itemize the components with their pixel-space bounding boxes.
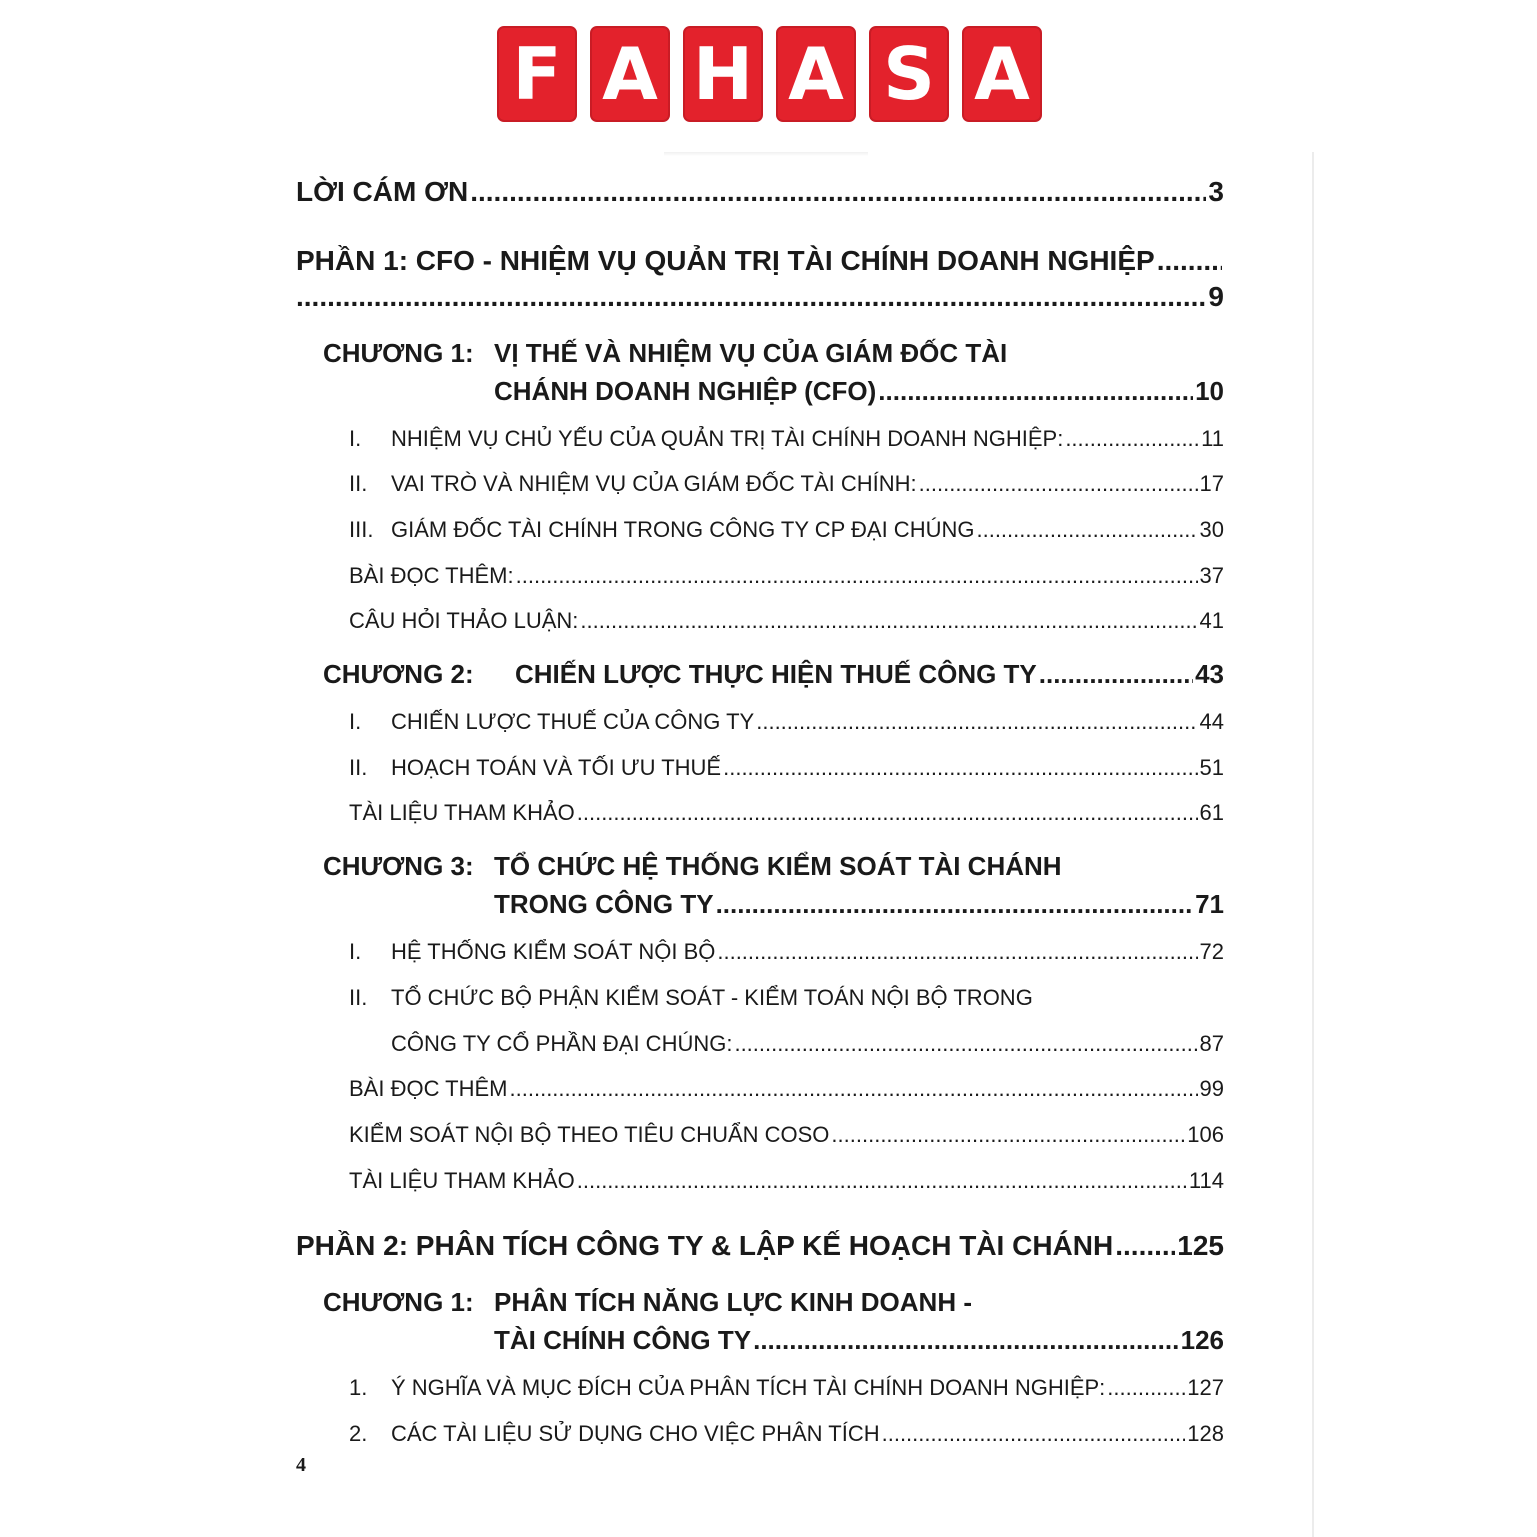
toc-entry-extra[interactable]: CÂU HỎI THẢO LUẬN: ..... 41 — [349, 608, 1224, 634]
dot-leader — [716, 889, 1194, 920]
section-number: II. — [349, 471, 368, 496]
section-number: I. — [349, 939, 362, 964]
logo-tile: F — [497, 26, 577, 122]
section-title-line[interactable]: TỔ CHỨC BỘ PHẬN KIỂM SOÁT - KIỂM TOÁN NỘI BỘ TRONG — [391, 985, 1033, 1010]
dot-leader — [516, 563, 1198, 589]
toc-entry-part-1-continuation: ..... 9 — [296, 281, 1224, 313]
dot-leader — [756, 709, 1197, 735]
page-number: 4 — [296, 1454, 306, 1476]
toc-entry-extra[interactable]: BÀI ĐỌC THÊM: ..... 37 — [349, 563, 1224, 589]
section-number: 1. — [349, 1375, 368, 1400]
toc-entry-section[interactable]: HOẠCH TOÁN VÀ TỐI ƯU THUẾ ..... 51 — [391, 755, 1224, 781]
toc-entry-chapter[interactable]: TRONG CÔNG TY ..... 71 — [494, 889, 1224, 920]
section-number: III. — [349, 517, 374, 542]
toc-entry-part-2[interactable]: PHẦN 2: PHÂN TÍCH CÔNG TY & LẬP KẾ HOẠCH TÀI CHÁNH ..... 125 — [296, 1230, 1224, 1262]
toc-entry-section[interactable]: CÁC TÀI LIỆU SỬ DỤNG CHO VIỆC PHÂN TÍCH ..... 128 — [391, 1421, 1224, 1447]
dot-leader — [723, 755, 1197, 781]
toc-entry-chapter[interactable]: TÀI CHÍNH CÔNG TY ..... 126 — [494, 1325, 1224, 1356]
chapter-prefix: CHƯƠNG 1: — [323, 1287, 474, 1317]
chapter-title-line[interactable]: PHÂN TÍCH NĂNG LỰC KINH DOANH - — [494, 1287, 972, 1317]
chapter-prefix: CHƯƠNG 1: — [323, 338, 474, 368]
section-number: II. — [349, 755, 368, 780]
dot-leader — [831, 1122, 1185, 1148]
dot-leader — [919, 471, 1198, 497]
dot-leader — [580, 608, 1197, 634]
logo-tile: A — [776, 26, 856, 122]
dot-leader — [1115, 1230, 1175, 1262]
dot-leader — [1107, 1375, 1185, 1401]
section-number: I. — [349, 709, 362, 734]
toc-entry-chapter[interactable]: CHIẾN LƯỢC THỰC HIỆN THUẾ CÔNG TY ..... 43 — [515, 659, 1224, 690]
toc-entry-section[interactable]: NHIỆM VỤ CHỦ YẾU CỦA QUẢN TRỊ TÀI CHÍNH DOANH NGHIỆP: ..... 11 — [391, 426, 1224, 452]
dot-leader — [878, 376, 1193, 407]
toc-entry-part-1[interactable]: PHẦN 1: CFO - NHIỆM VỤ QUẢN TRỊ TÀI CHÍNH DOANH NGHIỆP ..... — [296, 245, 1224, 277]
section-number: 2. — [349, 1421, 368, 1446]
dot-leader — [1065, 426, 1199, 452]
logo-tile: H — [683, 26, 763, 122]
toc-entry-extra[interactable]: TÀI LIỆU THAM KHẢO ..... 61 — [349, 800, 1224, 826]
section-number: I. — [349, 426, 362, 451]
logo-tile: A — [962, 26, 1042, 122]
dot-leader — [717, 939, 1197, 965]
chapter-title-line[interactable]: TỔ CHỨC HỆ THỐNG KIỂM SOÁT TÀI CHÁNH — [494, 851, 1062, 881]
toc-entry-section[interactable]: HỆ THỐNG KIỂM SOÁT NỘI BỘ ..... 72 — [391, 939, 1224, 965]
dot-leader — [882, 1421, 1186, 1447]
dot-leader — [470, 176, 1206, 208]
toc-entry-extra[interactable]: TÀI LIỆU THAM KHẢO ..... 114 — [349, 1168, 1224, 1194]
dot-leader — [577, 800, 1198, 826]
section-number: II. — [349, 985, 368, 1010]
chapter-title-line[interactable]: VỊ THẾ VÀ NHIỆM VỤ CỦA GIÁM ĐỐC TÀI — [494, 338, 1008, 368]
logo-tile: S — [869, 26, 949, 122]
dot-leader — [577, 1168, 1187, 1194]
dot-leader — [1039, 659, 1193, 690]
toc-entry-extra[interactable]: KIỂM SOÁT NỘI BỘ THEO TIÊU CHUẨN COSO ..... 106 — [349, 1122, 1224, 1148]
dot-leader — [734, 1031, 1197, 1057]
dot-leader — [1157, 245, 1222, 277]
dot-leader — [296, 281, 1206, 313]
toc-entry-section[interactable]: VAI TRÒ VÀ NHIỆM VỤ CỦA GIÁM ĐỐC TÀI CHÍNH: ..... 17 — [391, 471, 1224, 497]
toc-entry-extra[interactable]: BÀI ĐỌC THÊM ..... 99 — [349, 1076, 1224, 1102]
toc-entry-section[interactable]: CHIẾN LƯỢC THUẾ CỦA CÔNG TY ..... 44 — [391, 709, 1224, 735]
chapter-prefix: CHƯƠNG 3: — [323, 851, 474, 881]
toc-entry-chapter[interactable]: CHÁNH DOANH NGHIỆP (CFO) ..... 10 — [494, 376, 1224, 407]
logo-tile: A — [590, 26, 670, 122]
dot-leader — [753, 1325, 1179, 1356]
toc-entry-section[interactable]: CÔNG TY CỔ PHẦN ĐẠI CHÚNG: ..... 87 — [391, 1031, 1224, 1057]
toc-entry-acknowledgement[interactable]: LỜI CÁM ƠN ..... 3 — [296, 176, 1224, 208]
toc-entry-section[interactable]: Ý NGHĨA VÀ MỤC ĐÍCH CỦA PHÂN TÍCH TÀI CHÍNH DOANH NGHIỆP: ..... 127 — [391, 1375, 1224, 1401]
dot-leader — [510, 1076, 1198, 1102]
toc-entry-section[interactable]: GIÁM ĐỐC TÀI CHÍNH TRONG CÔNG TY CP ĐẠI CHÚNG ..... 30 — [391, 517, 1224, 543]
chapter-prefix: CHƯƠNG 2: — [323, 659, 474, 689]
dot-leader — [976, 517, 1197, 543]
